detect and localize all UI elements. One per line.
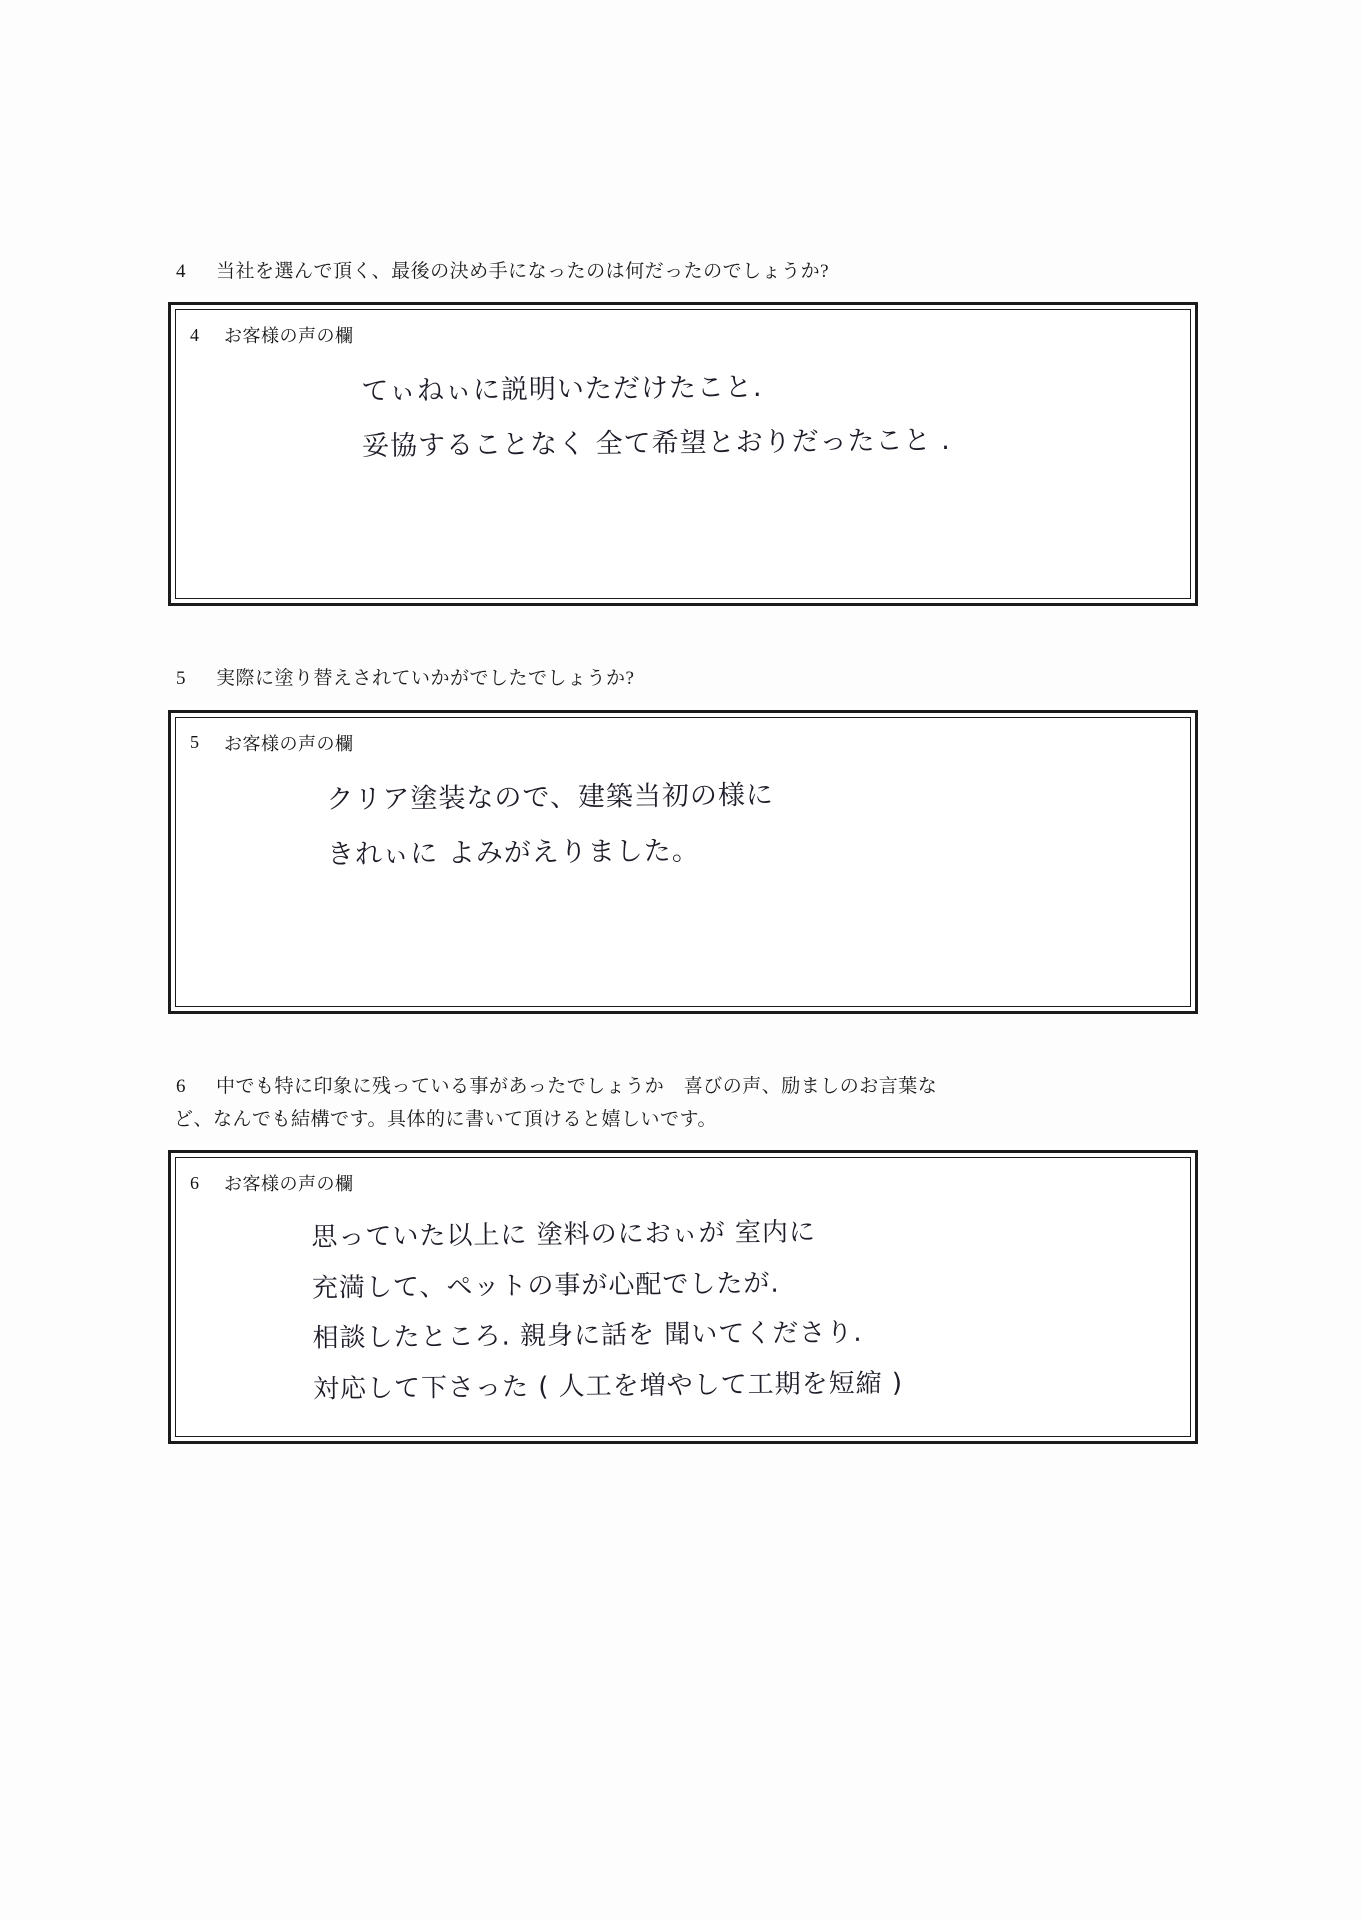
question-6-number: 6	[176, 1075, 186, 1097]
answer-box-5	[168, 710, 1198, 1014]
answer-box-6-label-text: お客様の声の欄	[224, 1174, 354, 1194]
answer-box-6-handwriting	[176, 1185, 1192, 1416]
page-content	[168, 255, 1198, 1444]
handwritten-line: 充満して、ペットの事が心配でしたが.	[311, 1268, 780, 1304]
question-4	[168, 255, 1198, 288]
handwritten-line: 対応して下さった ( 人工を増やして工期を短縮 )	[312, 1368, 904, 1405]
answer-box-5-inner	[175, 717, 1191, 1007]
answer-box-4	[168, 302, 1198, 606]
answer-box-6	[168, 1150, 1198, 1444]
answer-box-4-number: 4	[190, 324, 200, 345]
answer-box-4-handwriting	[176, 338, 1191, 477]
answer-box-5-label-text: お客様の声の欄	[224, 733, 354, 754]
handwritten-line: きれぃに よみがえりました。	[326, 835, 700, 871]
handwritten-line: 思っていた以上に 塗料のにおぃが 室内に	[311, 1217, 817, 1253]
question-4-number: 4	[176, 261, 186, 282]
handwritten-line: 妥協することなく 全て希望とおりだったこと .	[361, 425, 951, 463]
question-4-text: 当社を選んで頂く、最後の決め手になったのは何だったのでしょうか?	[216, 261, 830, 282]
answer-box-4-inner	[175, 309, 1191, 599]
answer-box-4-label-text: お客様の声の欄	[224, 326, 354, 347]
question-6-text	[174, 1070, 1198, 1137]
question-5-number: 5	[176, 668, 186, 690]
handwritten-line: てぃねぃに説明いただけたこと.	[361, 372, 763, 408]
answer-box-5-handwriting	[176, 745, 1191, 884]
answer-box-6-number: 6	[190, 1172, 200, 1193]
answer-box-6-inner	[175, 1157, 1191, 1437]
question-5	[168, 662, 1198, 695]
handwritten-line: 相談したところ. 親身に話を 聞いてくださり.	[312, 1318, 863, 1354]
answer-box-5-number: 5	[190, 732, 200, 752]
question-6-line-1: 中でも特に印象に残っている事があったでしょうか 喜びの声、励ましのお言葉な	[216, 1075, 938, 1097]
question-6	[168, 1070, 1198, 1137]
handwritten-line: クリア塗装なので、建築当初の様に	[326, 779, 775, 815]
question-6-line-2: ど、なんでも結構です。具体的に書いて頂けると嬉しいです。	[174, 1108, 717, 1130]
question-5-text: 実際に塗り替えされていかがでしたでしょうか?	[216, 668, 635, 690]
